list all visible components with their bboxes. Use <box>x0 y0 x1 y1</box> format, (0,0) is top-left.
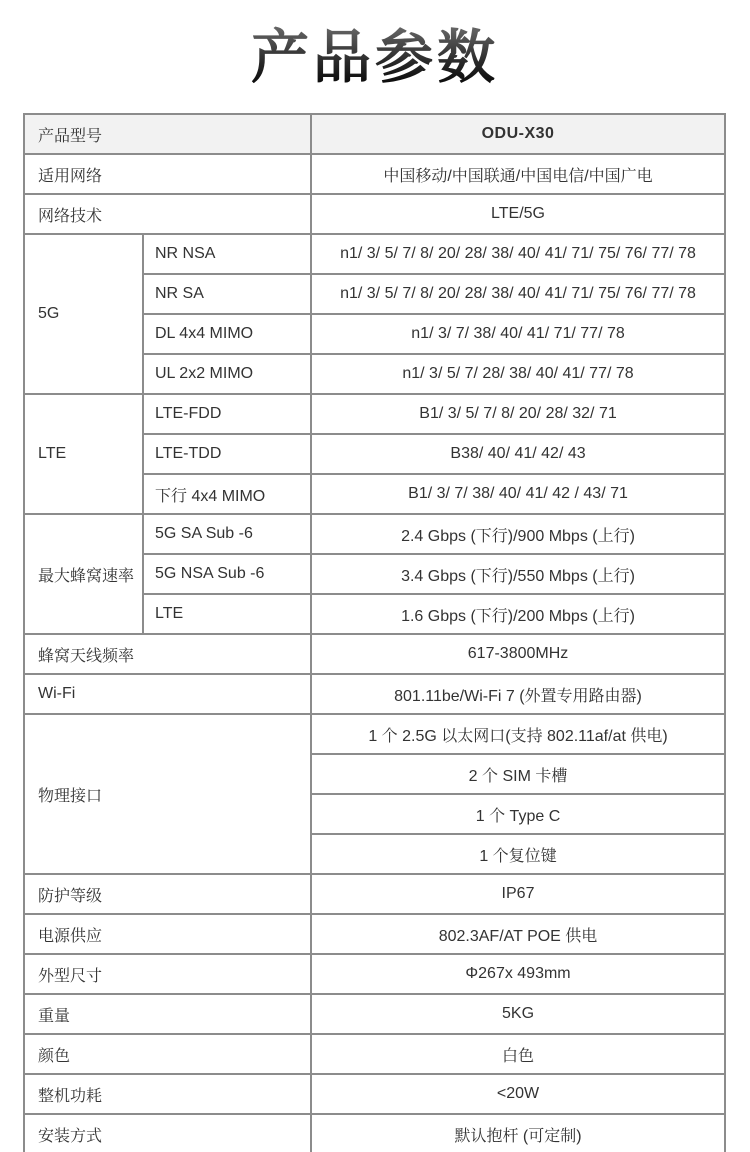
spec-label: 电源供应 <box>24 914 311 954</box>
spec-value: IP67 <box>311 874 725 914</box>
sub-value: 1.6 Gbps (下行)/200 Mbps (上行) <box>311 594 725 634</box>
port-value: 2 个 SIM 卡槽 <box>311 754 725 794</box>
page-title: 产品参数 <box>0 24 750 92</box>
sub-label: NR SA <box>143 274 311 314</box>
port-value: 1 个 Type C <box>311 794 725 834</box>
antenna-value: 617-3800MHz <box>311 634 725 674</box>
spec-value: 默认抱杆 (可定制) <box>311 1114 725 1152</box>
sub-label: LTE-FDD <box>143 394 311 434</box>
sub-value: B1/ 3/ 5/ 7/ 8/ 20/ 28/ 32/ 71 <box>311 394 725 434</box>
row-lte-fdd <box>24 394 725 434</box>
port-value: 1 个 2.5G 以太网口(支持 802.11af/at 供电) <box>311 714 725 754</box>
sub-label: 下行 4x4 MIMO <box>143 474 311 514</box>
row-weight <box>24 994 725 1034</box>
network-label: 适用网络 <box>24 154 311 194</box>
spec-label: 整机功耗 <box>24 1074 311 1114</box>
tech-label: 网络技术 <box>24 194 311 234</box>
row-dimensions <box>24 954 725 994</box>
spec-value: 802.3AF/AT POE 供电 <box>311 914 725 954</box>
spec-label: 防护等级 <box>24 874 311 914</box>
model-label: 产品型号 <box>24 114 311 154</box>
network-value: 中国移动/中国联通/中国电信/中国广电 <box>311 154 725 194</box>
sub-label: LTE-TDD <box>143 434 311 474</box>
sub-label: LTE <box>143 594 311 634</box>
row-antenna <box>24 634 725 674</box>
row-model <box>24 114 725 154</box>
spec-value: 5KG <box>311 994 725 1034</box>
sub-label: DL 4x4 MIMO <box>143 314 311 354</box>
wifi-value: 801.11be/Wi-Fi 7 (外置专用路由器) <box>311 674 725 714</box>
spec-table <box>23 113 726 1152</box>
row-port-ethernet <box>24 714 725 754</box>
sub-value: 2.4 Gbps (下行)/900 Mbps (上行) <box>311 514 725 554</box>
spec-label: 重量 <box>24 994 311 1034</box>
group-label-ports: 物理接口 <box>24 714 311 874</box>
row-mounting <box>24 1114 725 1152</box>
sub-value: n1/ 3/ 5/ 7/ 28/ 38/ 40/ 41/ 77/ 78 <box>311 354 725 394</box>
antenna-label: 蜂窝天线频率 <box>24 634 311 674</box>
group-label-lte: LTE <box>24 394 143 514</box>
spec-label: 安装方式 <box>24 1114 311 1152</box>
group-label-5g: 5G <box>24 234 143 394</box>
row-protection <box>24 874 725 914</box>
row-wifi <box>24 674 725 714</box>
row-network <box>24 154 725 194</box>
spec-label: 外型尺寸 <box>24 954 311 994</box>
row-tech <box>24 194 725 234</box>
row-5g-nr-nsa <box>24 234 725 274</box>
sub-value: n1/ 3/ 5/ 7/ 8/ 20/ 28/ 38/ 40/ 41/ 71/ 75/ 76/ 77/ 78 <box>311 274 725 314</box>
row-power <box>24 914 725 954</box>
port-value: 1 个复位键 <box>311 834 725 874</box>
tech-value: LTE/5G <box>311 194 725 234</box>
sub-label: 5G NSA Sub -6 <box>143 554 311 594</box>
sub-value: n1/ 3/ 5/ 7/ 8/ 20/ 28/ 38/ 40/ 41/ 71/ 75/ 76/ 77/ 78 <box>311 234 725 274</box>
sub-value: B38/ 40/ 41/ 42/ 43 <box>311 434 725 474</box>
group-label-speed: 最大蜂窝速率 <box>24 514 143 634</box>
sub-label: 5G SA Sub -6 <box>143 514 311 554</box>
spec-value: <20W <box>311 1074 725 1114</box>
sub-value: 3.4 Gbps (下行)/550 Mbps (上行) <box>311 554 725 594</box>
row-color <box>24 1034 725 1074</box>
spec-label: 颜色 <box>24 1034 311 1074</box>
spec-value: Φ267x 493mm <box>311 954 725 994</box>
row-speed-5g-sa <box>24 514 725 554</box>
sub-label: NR NSA <box>143 234 311 274</box>
sub-label: UL 2x2 MIMO <box>143 354 311 394</box>
wifi-label: Wi-Fi <box>24 674 311 714</box>
sub-value: n1/ 3/ 7/ 38/ 40/ 41/ 71/ 77/ 78 <box>311 314 725 354</box>
model-value: ODU-X30 <box>311 114 725 154</box>
row-power-consumption <box>24 1074 725 1114</box>
spec-value: 白色 <box>311 1034 725 1074</box>
sub-value: B1/ 3/ 7/ 38/ 40/ 41/ 42 / 43/ 71 <box>311 474 725 514</box>
